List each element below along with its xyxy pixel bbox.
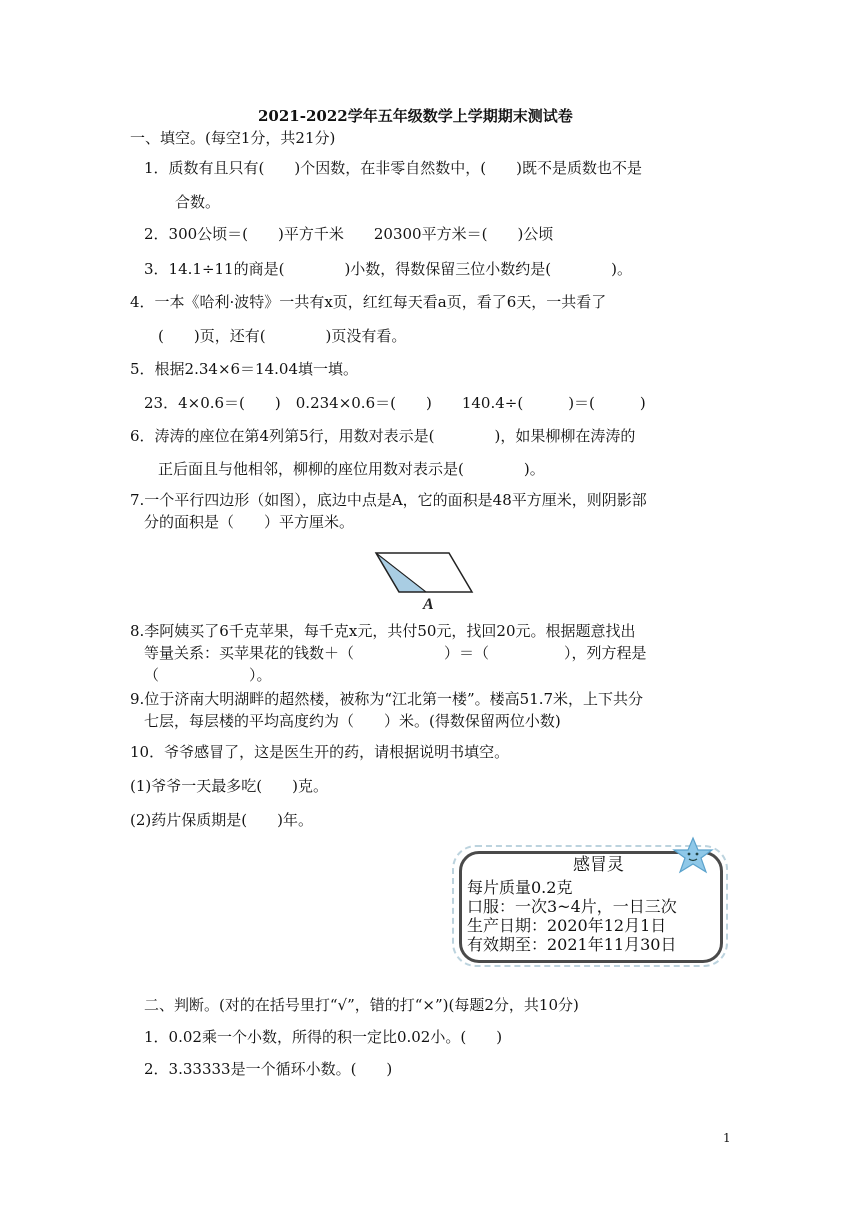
q6-line1: 6．涛涛的座位在第4列第5行，用数对表示是( )，如果柳柳在涛涛的	[130, 427, 636, 445]
q10-sub2: (2)药片保质期是( )年。	[130, 811, 313, 829]
medicine-line-2: 口服：一次3~4片，一日三次	[467, 897, 677, 916]
q1-line1: 1．质数有且只有( )个因数，在非零自然数中，( )既不是质数也不是	[144, 159, 642, 177]
q2: 2．300公顷＝( )平方千米 20300平方米＝( )公顷	[144, 225, 554, 243]
q5-line1: 5．根据2.34×6＝14.04填一填。	[130, 360, 358, 378]
q7-line2: 分的面积是（ ）平方厘米。	[144, 513, 355, 531]
parallelogram-figure	[368, 545, 478, 613]
q10-sub1: (1)爷爷一天最多吃( )克。	[130, 777, 328, 795]
section1-header: 一、填空。(每空1分，共21分)	[130, 129, 336, 147]
medicine-line-3: 生产日期：2020年12月1日	[467, 916, 667, 935]
q10: 10．爷爷感冒了，这是医生开的药，请根据说明书填空。	[130, 743, 510, 761]
star-icon	[669, 836, 717, 876]
q4-line1: 4．一本《哈利·波特》一共有x页，红红每天看a页，看了6天，一共看了	[130, 293, 607, 311]
page-number: 1	[723, 1131, 731, 1145]
medicine-name: 感冒灵	[573, 855, 624, 875]
medicine-line-1: 每片质量0.2克	[467, 878, 573, 897]
q4-line2: ( )页，还有( )页没有看。	[158, 327, 407, 345]
q8-line3: （ ）。	[144, 666, 272, 684]
q6-line2: 正后面且与他相邻，柳柳的座位用数对表示是( )。	[158, 460, 545, 478]
page-title: 2021-2022学年五年级数学上学期期末测试卷	[258, 107, 573, 125]
point-a-label: A	[423, 596, 434, 613]
q3: 3．14.1÷11的商是( )小数，得数保留三位小数约是( )。	[144, 260, 633, 278]
q9-line1: 9.位于济南大明湖畔的超然楼，被称为“江北第一楼”。楼高51.7米，上下共分	[130, 690, 644, 708]
section2-header: 二、判断。(对的在括号里打“√”，错的打“×”)(每题2分，共10分)	[144, 996, 579, 1014]
judgment-2: 2．3.33333是一个循环小数。( )	[144, 1060, 393, 1078]
q5-line2: 23．4×0.6＝( ) 0.234×0.6＝( ) 140.4÷( )＝( )	[144, 394, 646, 412]
q1-line2: 合数。	[175, 193, 221, 211]
q8-line2: 等量关系：买苹果花的钱数＋（ ）＝（ ），列方程是	[144, 644, 647, 662]
q9-line2: 七层，每层楼的平均高度约为（ ）米。(得数保留两位小数)	[144, 712, 561, 730]
medicine-line-4: 有效期至：2021年11月30日	[467, 935, 677, 954]
q8-line1: 8.李阿姨买了6千克苹果，每千克x元，共付50元，找回20元。根据题意找出	[130, 622, 636, 640]
judgment-1: 1．0.02乘一个小数，所得的积一定比0.02小。( )	[144, 1028, 503, 1046]
q7-line1: 7.一个平行四边形（如图），底边中点是A，它的面积是48平方厘米，则阴影部	[130, 491, 647, 509]
